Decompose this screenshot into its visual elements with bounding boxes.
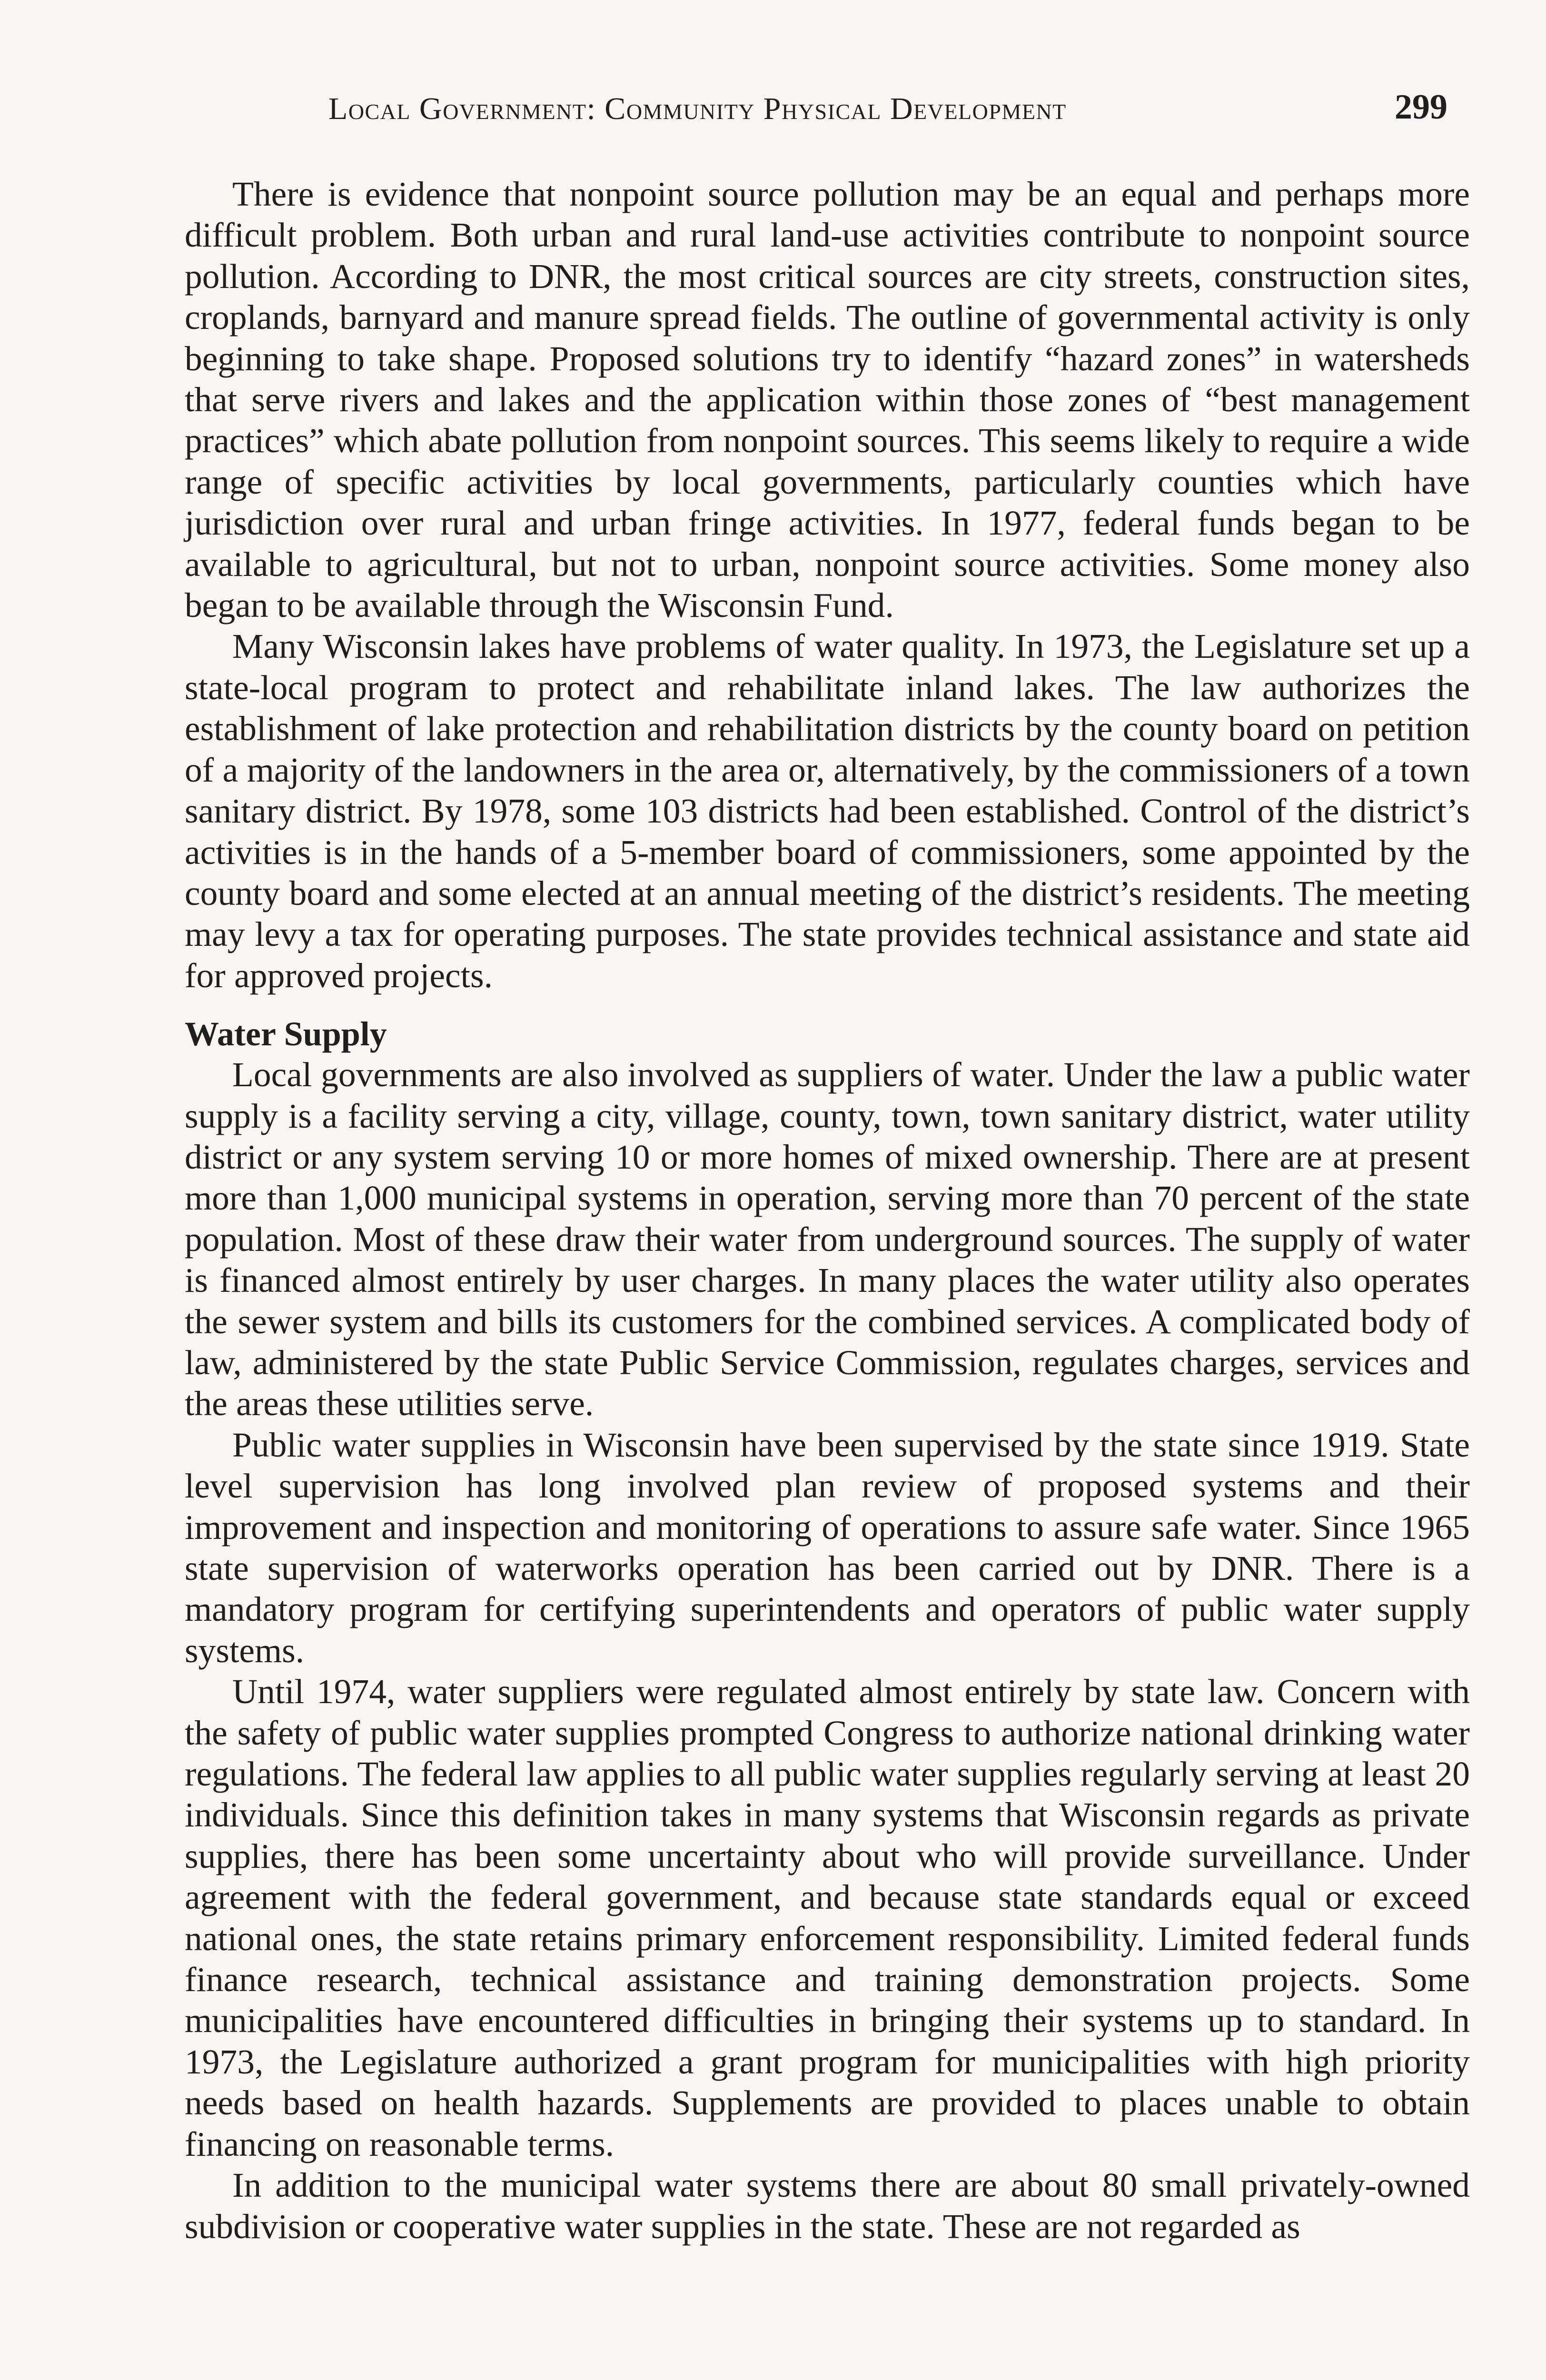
paragraph-private-systems: In addition to the municipal water systems there are about 80 small privately-owned subdivision or cooperative water supplies in the state. These are not regarded as	[185, 2166, 1470, 2246]
paragraph-lake-districts: Many Wisconsin lakes have problems of water quality. In 1973, the Legislature set up a state-local program to protect and rehabilitate inland lakes. The law authorizes the establishment of lake protection and rehabilitation districts by the county board on petition of a majority of the landowners in the area or, alternatively, by the commissioners of a town sanitary district. By 1978, some 103 districts had been established. Control of the district’s activities is in the hands of a 5-member board of commissioners, some appointed by the county board and some elected at an annual meeting of the district’s residents. The meeting may levy a tax for operating purposes. The state provides technical assistance and state aid for approved projects.	[185, 627, 1470, 995]
paragraph-state-supervision: Public water supplies in Wisconsin have been supervised by the state since 1919. State level supervision has long involved plan review of proposed systems and their improvement and inspection and monitoring of operations to assure safe water. Since 1965 state supervision of waterworks operation has been carried out by DNR. There is a mandatory program for certifying superintendents and operators of public water supply systems.	[185, 1425, 1470, 1670]
paragraph-water-suppliers: Local governments are also involved as suppliers of water. Under the law a public water supply is a facility serving a city, village, county, town, town sanitary district, water utility district or any system serving 10 or more homes of mixed ownership. There are at present more than 1,000 municipal systems in operation, serving more than 70 percent of the state population. Most of these draw their water from underground sources. The supply of water is financed almost entirely by user charges. In many places the water utility also operates the sewer system and bills its customers for the combined services. A complicated body of law, administered by the state Public Service Commission, regulates charges, services and the areas these utilities serve.	[185, 1055, 1470, 1423]
running-head: Local Government: Community Physical Development	[328, 91, 1067, 126]
body-text	[185, 174, 1470, 2247]
page-number: 299	[1395, 88, 1447, 127]
paragraph-nonpoint-pollution: There is evidence that nonpoint source pollution may be an equal and perhaps more difficult problem. Both urban and rural land-use activities contribute to nonpoint source pollution. According to DNR, the most critical sources are city streets, construction sites, croplands, barnyard and manure spread fields. The outline of governmental activity is only beginning to take shape. Proposed solutions try to identify “hazard zones” in watersheds that serve rivers and lakes and the application within those zones of “best management practices” which abate pollution from nonpoint sources. This seems likely to require a wide range of specific activities by local governments, particularly counties which have jurisdiction over rural and urban fringe activities. In 1977, federal funds began to be available to agricultural, but not to urban, nonpoint source activities. Some money also began to be available through the Wisconsin Fund.	[185, 175, 1470, 625]
section-heading-water-supply: Water Supply	[185, 1015, 387, 1053]
paragraph-federal-regulation: Until 1974, water suppliers were regulated almost entirely by state law. Concern with the safety of public water supplies prompted Congress to authorize national drinking water regulations. The federal law applies to all public water supplies regularly serving at least 20 individuals. Since this definition takes in many systems that Wisconsin regards as private supplies, there has been some uncertainty about who will provide surveillance. Under agreement with the federal government, and because state standards equal or exceed national ones, the state retains primary enforcement responsibility. Limited federal funds finance research, technical assistance and training demonstration projects. Some municipalities have encountered difficulties in bringing their systems up to standard. In 1973, the Legislature authorized a grant program for municipalities with high priority needs based on health hazards. Supplements are provided to places unable to obtain financing on reasonable terms.	[185, 1672, 1470, 2163]
